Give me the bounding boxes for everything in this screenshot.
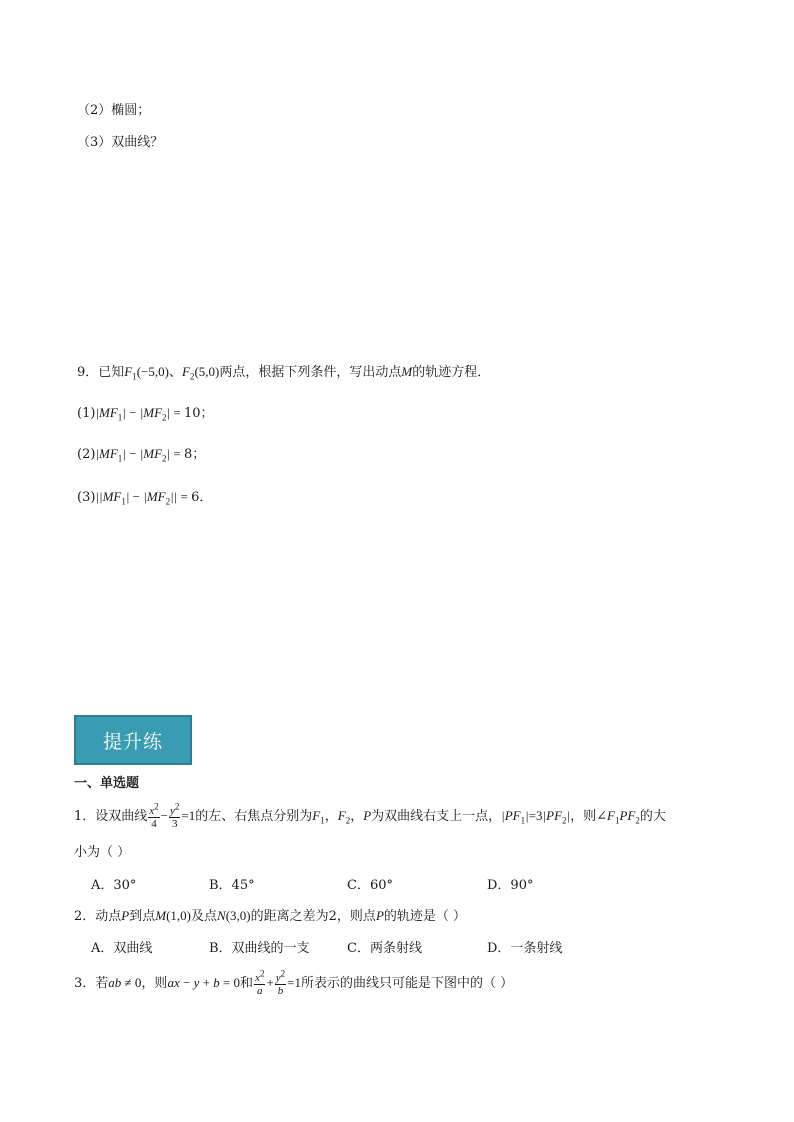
prev-item-3: （3）双曲线？ [77,135,164,150]
q1-option-a: A．30° [91,878,137,893]
q3-cond: ab ≠ 0 [108,975,142,990]
q9-sep: 、 [168,365,182,380]
q9-sub1-end: ； [200,406,214,421]
q3-text-1: ，则 [141,976,168,991]
q9-sub-2 [77,444,205,465]
q1-hyperbola: $\frac{x^2}{4}$ − $\frac{y^2}{3}$ =1 [149,800,196,830]
q9-sub1-value: 10 [183,406,201,421]
q3-text-2: 和 [240,976,254,991]
section-badge: 提升练 [74,715,192,765]
q2-option-d: D．一条射线 [487,941,563,956]
question-3 [74,969,513,998]
q3-line: ax − y + b = 0 [167,975,241,990]
q9-point-m: M [401,364,413,379]
q9-sub3-value: 6 [191,490,200,505]
q2-text-1: 到点 [129,909,156,924]
q9-f1: $F_1(-5,0)$ [124,364,169,382]
q1-f1: $F_1$ [312,808,325,826]
q2-text-3: 的距离之差为 [250,909,329,924]
q1-option-c: C．60° [347,878,393,893]
q2-p: P [121,908,130,923]
q2-n: N(3,0) [217,908,251,923]
q1-comma-1: ， [324,809,338,824]
q2-option-c: C．两条射线 [347,941,422,956]
question-9 [77,362,490,383]
q2-two: 2 [328,909,337,924]
q2-p2: P [375,908,384,923]
q1-text-1: 的左、右焦点分别为 [195,809,313,824]
q2-lead: 2．动点 [74,909,122,924]
q2-m: M(1,0) [155,908,192,923]
prev-item-2: （2）椭圆； [77,103,151,118]
q1-p: P [363,808,372,823]
q9-sub1-expr: $|MF_1| - |MF_2|$ = [95,405,181,423]
q9-sub-1 [77,403,214,424]
q9-sub-3 [77,487,212,508]
q1-line-2: 小为（ ） [74,845,131,860]
q1-text-3: ，则 [570,809,597,824]
q1-condition: $|PF_1|=3|PF_2|$ [501,808,571,826]
q9-sub2-prefix: (2) [77,447,96,462]
q9-sub2-expr: $|MF_1| - |MF_2|$ = [95,446,181,464]
q9-tail: 的轨迹方程． [412,365,491,380]
q3-text-3: 所表示的曲线只可能是下图中的（ ） [301,976,514,991]
q9-sub1-prefix: (1) [77,406,96,421]
q2-text-5: 的轨迹是（ ） [383,909,467,924]
q2-option-b: B．双曲线的一支 [209,941,310,956]
q9-sub2-end: ； [192,447,206,462]
q3-conic: $\frac{x^2}{a}$ + $\frac{y^2}{b}$ =1 [255,967,302,997]
q1-option-d: D．90° [487,878,534,893]
question-2 [74,906,466,927]
q1-f2: $F_2$ [337,808,351,826]
question-1 [74,802,666,831]
q9-sub3-end: ． [199,490,213,505]
section-heading: 一、单选题 [74,776,140,791]
q1-text-4: 的大 [639,809,666,824]
q2-text-4: ，则点 [336,909,376,924]
q1-lead: 1．设双曲线 [74,809,148,824]
q9-f2: $F_2(5,0)$ [182,364,220,382]
q9-sub3-prefix: (3) [77,490,96,505]
q9-lead: 9．已知 [77,365,125,380]
q2-option-a: A．双曲线 [91,941,153,956]
q1-angle: $\angle F_1PF_2$ [596,808,640,826]
q1-option-b: B．45° [209,878,255,893]
q1-comma-2: ， [350,809,364,824]
q3-lead: 3．若 [74,976,109,991]
q9-text: 两点，根据下列条件，写出动点 [219,365,402,380]
q9-sub2-value: 8 [183,447,193,462]
q2-text-2: 及点 [191,909,218,924]
q1-text-2: 为双曲线右支上一点， [371,809,502,824]
q9-sub3-expr: $||MF_1| - |MF_2||$ = [95,489,188,507]
